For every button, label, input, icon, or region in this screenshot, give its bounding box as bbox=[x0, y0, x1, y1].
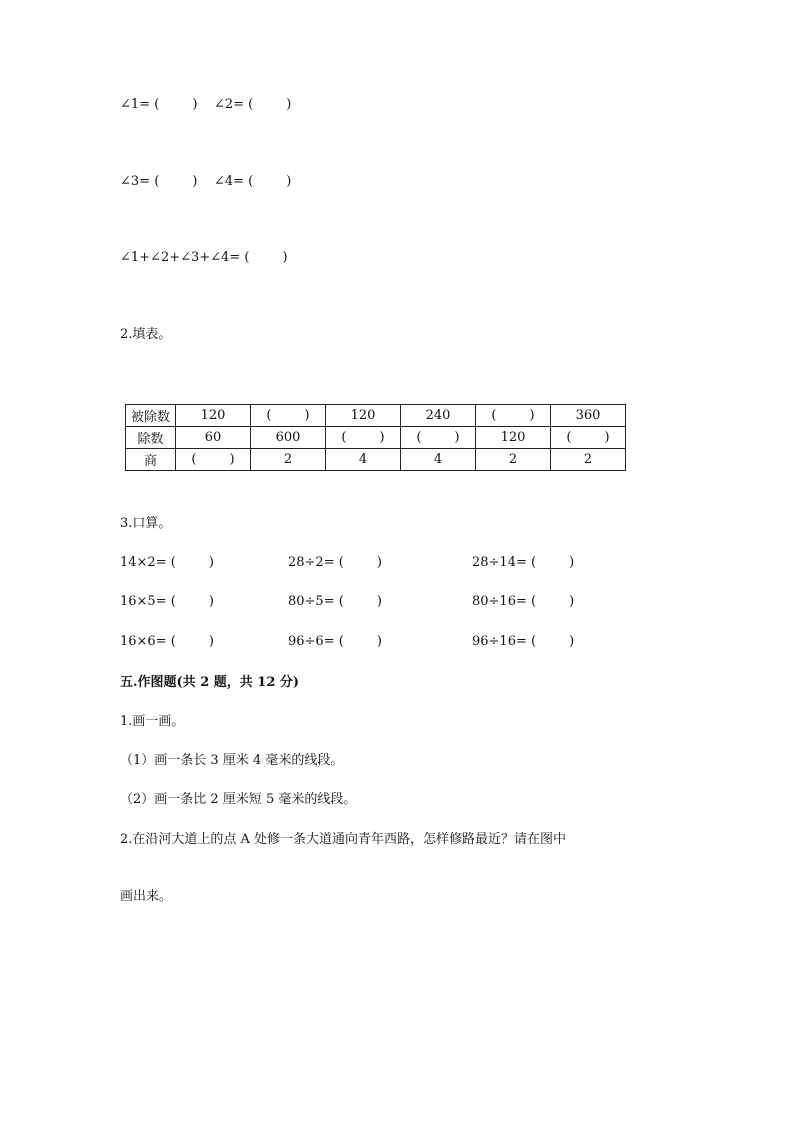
arithmetic-item: 80÷16= ( ) bbox=[472, 594, 575, 609]
table-cell: 120 bbox=[176, 405, 251, 427]
table-cell-blank[interactable]: ( ) bbox=[551, 427, 626, 449]
s5-q1-title: 1.画一画。 bbox=[120, 714, 185, 729]
s5-q2-text-line-1: 2.在沿河大道上的点 A 处修一条大道通向青年西路，怎样修路最近？请在图中 bbox=[120, 832, 567, 847]
table-cell: 60 bbox=[176, 427, 251, 449]
table-cell-blank[interactable]: ( ) bbox=[476, 405, 551, 427]
table-cell: 商 bbox=[126, 449, 176, 471]
arithmetic-item: 16×5= ( ) bbox=[120, 594, 214, 609]
table-cell: 240 bbox=[401, 405, 476, 427]
s5-q2-text-line-2: 画出来。 bbox=[120, 889, 173, 904]
q2-title: 2.填表。 bbox=[120, 327, 172, 342]
table-cell-blank[interactable]: ( ) bbox=[401, 427, 476, 449]
table-cell: 600 bbox=[251, 427, 326, 449]
table-cell: 2 bbox=[476, 449, 551, 471]
angle-question-line-2: ∠3= ( ) ∠4= ( ) bbox=[120, 174, 292, 189]
table-cell: 4 bbox=[401, 449, 476, 471]
table-cell: 被除数 bbox=[126, 405, 176, 427]
s5-q1-part-b: （2）画一条比 2 厘米短 5 毫米的线段。 bbox=[120, 792, 357, 807]
table-cell: 除数 bbox=[126, 427, 176, 449]
table-cell: 4 bbox=[326, 449, 401, 471]
s5-q1-part-a: （1）画一条长 3 厘米 4 毫米的线段。 bbox=[120, 753, 344, 768]
table-cell-blank[interactable]: ( ) bbox=[326, 427, 401, 449]
table-cell-blank[interactable]: ( ) bbox=[176, 449, 251, 471]
arithmetic-item: 80÷5= ( ) bbox=[288, 594, 382, 609]
arithmetic-item: 16×6= ( ) bbox=[120, 634, 214, 649]
table-cell: 2 bbox=[551, 449, 626, 471]
table-cell: 2 bbox=[251, 449, 326, 471]
division-fill-table bbox=[125, 404, 626, 471]
table-row-divisor bbox=[126, 427, 626, 449]
table-cell: 360 bbox=[551, 405, 626, 427]
arithmetic-item: 96÷16= ( ) bbox=[472, 634, 575, 649]
arithmetic-item: 28÷14= ( ) bbox=[472, 555, 575, 570]
table-cell-blank[interactable]: ( ) bbox=[251, 405, 326, 427]
q3-title: 3.口算。 bbox=[120, 516, 172, 531]
angle-question-line-1: ∠1= ( ) ∠2= ( ) bbox=[120, 97, 292, 112]
table-row-dividend bbox=[126, 405, 626, 427]
arithmetic-item: 28÷2= ( ) bbox=[288, 555, 382, 570]
table-row-quotient bbox=[126, 449, 626, 471]
angle-sum-question: ∠1+∠2+∠3+∠4= ( ) bbox=[120, 250, 288, 265]
arithmetic-item: 14×2= ( ) bbox=[120, 555, 214, 570]
arithmetic-item: 96÷6= ( ) bbox=[288, 634, 382, 649]
table-cell: 120 bbox=[326, 405, 401, 427]
section-5-heading: 五.作图题(共 2 题，共 12 分) bbox=[120, 675, 300, 690]
table-cell: 120 bbox=[476, 427, 551, 449]
